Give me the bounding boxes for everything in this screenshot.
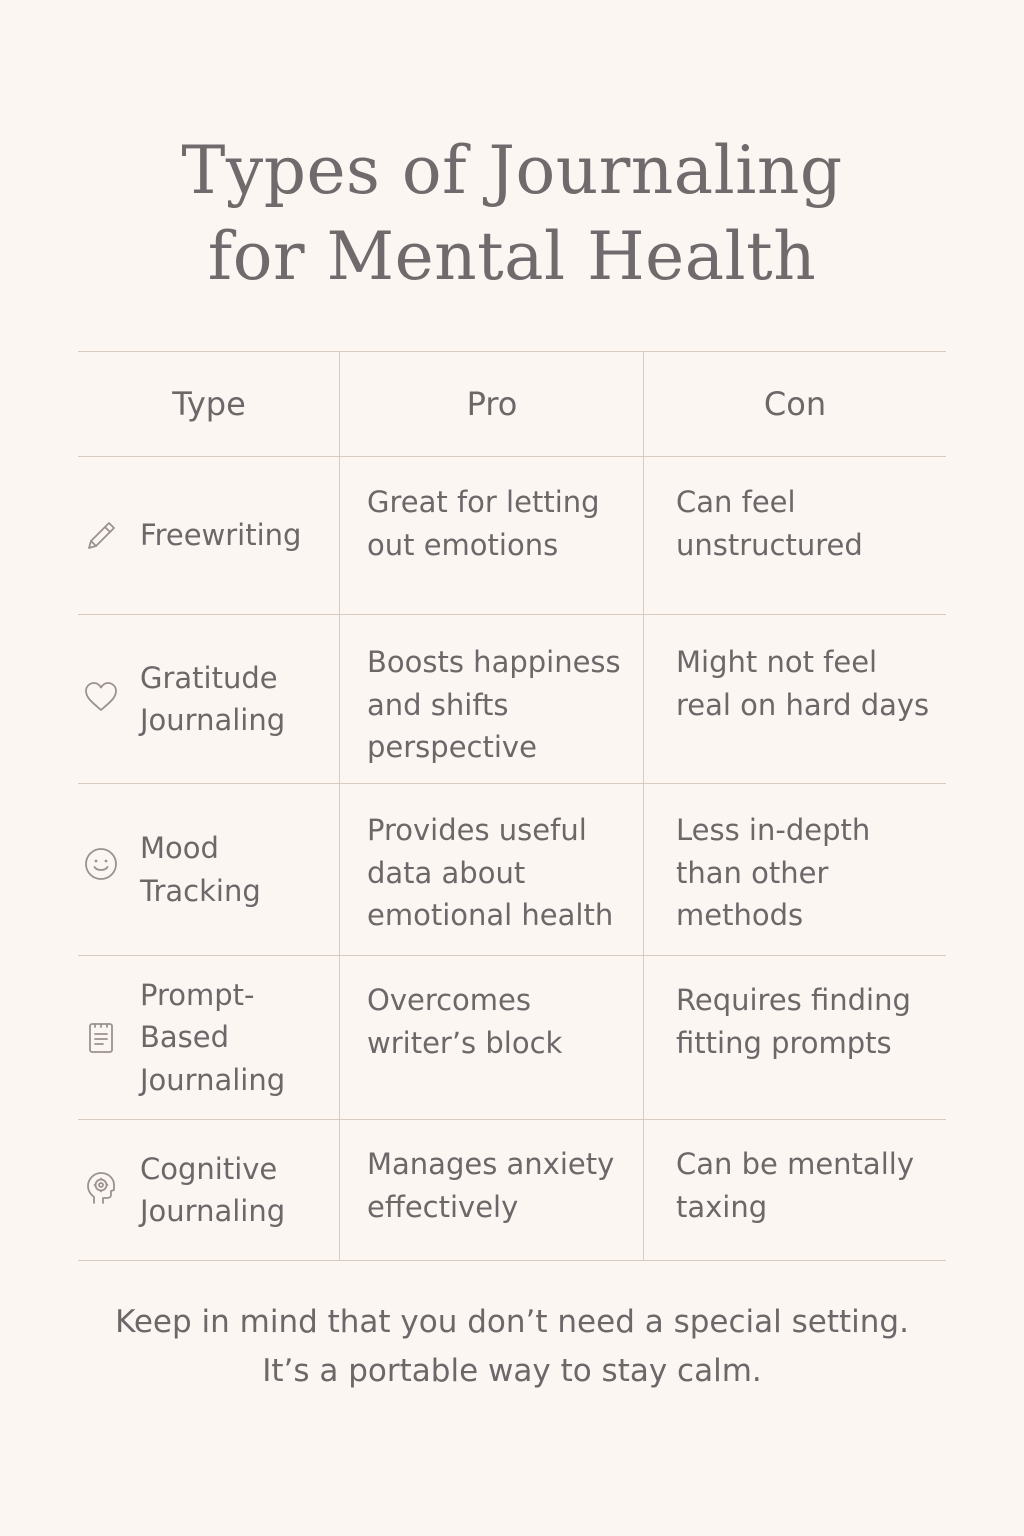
type-label: Journaling <box>140 703 286 737</box>
type-label: Tracking <box>140 873 261 908</box>
con-text: real on hard days <box>676 687 930 722</box>
table-row-prompt-pro <box>367 979 639 1114</box>
smiley-icon <box>83 846 119 882</box>
pro-text: effectively <box>367 1189 519 1224</box>
type-label: Based <box>140 1020 230 1055</box>
con-text: Can be mentally <box>676 1147 914 1181</box>
column-header-pro: Pro <box>466 384 518 423</box>
type-label: Prompt- <box>140 977 255 1012</box>
con-text: taxing <box>676 1189 768 1224</box>
pro-text: out emotions <box>367 527 559 562</box>
table-row-gratitude-type <box>78 615 339 783</box>
table-row-prompt-type <box>78 956 339 1119</box>
pro-text: and shifts <box>367 687 509 722</box>
type-label: Journaling <box>140 1062 286 1097</box>
con-text: than other methods <box>676 855 829 932</box>
column-header-type: Type <box>172 384 246 423</box>
heart-icon <box>83 679 119 715</box>
con-text: unstructured <box>676 527 863 562</box>
table-row-freewriting-con <box>676 481 946 611</box>
type-label: Mood <box>140 831 219 865</box>
con-text: fitting prompts <box>676 1025 892 1060</box>
con-text: Less in-depth <box>676 813 871 847</box>
table-row-gratitude-pro <box>367 641 639 781</box>
type-label: Cognitive <box>140 1151 278 1186</box>
pro-text: Manages anxiety <box>367 1147 615 1181</box>
type-label: Freewriting <box>140 518 302 553</box>
notepad-icon <box>83 1020 119 1056</box>
type-label: Gratitude <box>140 660 278 695</box>
title-line-2: for Mental Health <box>207 218 817 295</box>
pro-text: Overcomes <box>367 983 532 1017</box>
type-label: Journaling <box>140 1194 286 1228</box>
table-column-divider <box>643 351 644 1261</box>
journaling-table <box>78 351 946 1261</box>
table-row-prompt-con <box>676 979 946 1114</box>
table-row-freewriting-type <box>78 457 339 614</box>
page-title <box>0 128 1024 300</box>
pro-text: emotional health <box>367 898 614 932</box>
table-row-cognitive-con <box>676 1143 946 1253</box>
con-text: Can feel <box>676 485 796 519</box>
pro-text: writer’s block <box>367 1025 563 1060</box>
table-row-cognitive-type <box>78 1120 339 1260</box>
con-text: Might not feel <box>676 645 878 679</box>
pencil-icon <box>83 517 119 553</box>
pro-text: Provides useful <box>367 813 587 847</box>
table-row-mood-type <box>78 784 339 955</box>
table-row-mood-con <box>676 809 946 949</box>
title-line-1: Types of Journaling <box>181 132 843 209</box>
table-column-divider <box>339 351 340 1261</box>
table-row-cognitive-pro <box>367 1143 639 1253</box>
footer-note <box>0 1298 1024 1396</box>
pro-text: perspective <box>367 730 537 764</box>
pro-text: Great for letting <box>367 485 600 519</box>
footer-line-1: Keep in mind that you don’t need a special setting. <box>115 1304 909 1340</box>
con-text: Requires finding <box>676 983 911 1017</box>
table-row-gratitude-con <box>676 641 946 781</box>
table-row-mood-pro <box>367 809 639 949</box>
pro-text: data about <box>367 855 526 890</box>
pro-text: Boosts happiness <box>367 645 621 679</box>
head-brain-icon <box>83 1170 119 1206</box>
column-header-con: Con <box>763 384 827 423</box>
footer-line-2: It’s a portable way to stay calm. <box>262 1353 762 1389</box>
table-row-freewriting-pro <box>367 481 639 611</box>
table-rule <box>78 1260 946 1261</box>
